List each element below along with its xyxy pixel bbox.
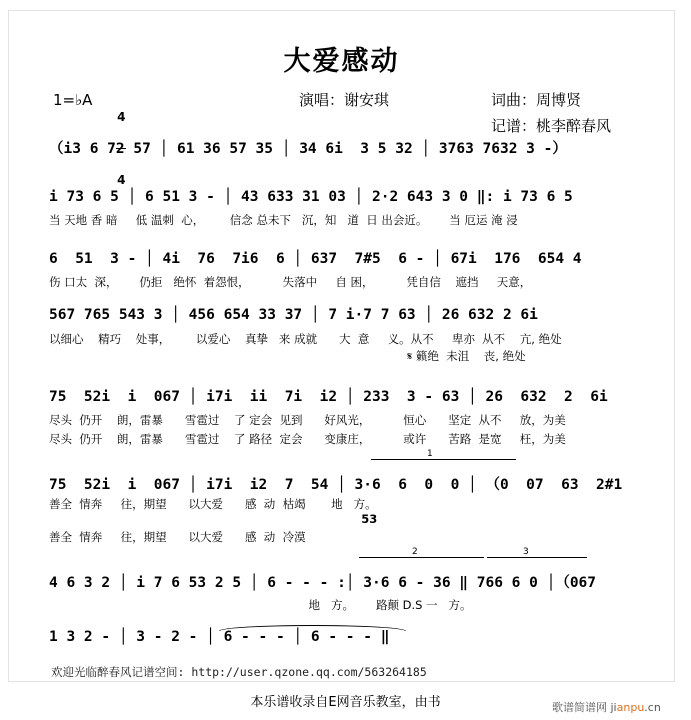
- score-row-notes: i 73 6 5 │ 6 51 3 - │ 43 633 31 03 │ 2·2 643 3 0 ‖: i 73 6 5: [49, 189, 573, 205]
- volta-number: 2: [412, 547, 418, 557]
- transcriber-credit: 记谱：桃李醉春风: [491, 117, 612, 135]
- lyric-line: 地 方。 路颠 D.S 一 方。: [49, 598, 472, 612]
- lyric-line: 当 天地 香 暗 低 温刺 心， 信念 总未下 沉，知 道 日 出会近。 当 厄运 淹 浸: [49, 213, 518, 227]
- time-signature-bottom: 4: [117, 173, 126, 187]
- composer-credit: 词曲：周博贤: [491, 91, 582, 109]
- watermark-url-prefix: ji: [610, 701, 617, 714]
- song-title: 大爱感动: [283, 46, 400, 77]
- lyric-line: 善全 情奔 往，期望 以大爱 感 动 枯竭 地 方。: [49, 497, 377, 511]
- score-row-notes: 75 52i i 067 │ i7i i2 7 54 │ 3·6 6 0 0 │ （0 07 63 2#1: [49, 477, 623, 493]
- footer-note: 欢迎光临醉春风记谱空间: http://user.qzone.qq.com/563264185: [51, 665, 427, 679]
- watermark-url-suffix: .cn: [644, 701, 661, 714]
- volta-bracket-line: [371, 459, 516, 460]
- source-caption: 本乐谱收录自E网音乐教室，由书: [250, 695, 441, 710]
- score-row-notes: 75 52i i 067 │ i7i ii 7i i2 │ 233 3 - 63 │ 26 632 2 6i: [49, 389, 608, 405]
- lyric-line: 尽头 仍开 朗，雷暴 雪雹过 了 定会 见到 好风光， 恒心 坚定 从不 放，为美: [49, 413, 566, 427]
- score-row-notes: 6 51 3 - │ 4i 76 7i6 6 │ 637 7#5 6 - │ 67i 176 654 4: [49, 251, 582, 267]
- watermark-url-mid: anpu: [616, 701, 645, 714]
- key-signature: 1=♭A: [53, 91, 93, 109]
- score-row-notes: 1 3 2 - │ 3 - 2 - │ 6 - - - │ 6 - - - ‖: [49, 629, 390, 645]
- volta-bracket-line: [487, 557, 587, 558]
- singer-credit: 演唱：谢安琪: [299, 91, 390, 109]
- score-page: [8, 10, 675, 682]
- watermark-site: 歌谱简谱网: [552, 701, 607, 714]
- lyric-line: 尽头 仍开 朗，雷暴 雪雹过 了 路径 定会 变康庄， 或许 苦路 是宽 枉，为美: [49, 432, 566, 446]
- lyric-line: 53: [49, 512, 378, 526]
- volta-bracket-line: [359, 557, 484, 558]
- time-signature-top: 4: [117, 110, 126, 124]
- volta-number: 3: [523, 547, 529, 557]
- score-row-notes: 567 765 543 3 │ 456 654 33 37 │ 7 i·7 7 63 │ 26 632 2 6i: [49, 307, 538, 323]
- lyric-line: 以细心 精巧 处事， 以爱心 真挚 来 成就 大 意 义。从不 卑亦 从不 亢, 绝处: [49, 332, 562, 346]
- lyric-line: 𝄋 籁绝 未沮 丧, 绝处: [49, 349, 526, 363]
- score-row-notes: 4 6 3 2 │ i 7 6 53 2 5 │ 6 - - - :│ 3·6 6 - 36 ‖ 766 6 0 │（067: [49, 575, 597, 591]
- volta-number: 1: [427, 449, 433, 459]
- score-row-notes: （i3 6 72 57 │ 61 36 57 35 │ 34 6i 3 5 32 │ 3763 7632 3 -）: [49, 141, 567, 157]
- watermark: [552, 699, 661, 715]
- lyric-line: 伤 口太 深， 仍拒 绝怀 着怨恨， 失落中 自 困， 凭自信 遮挡 天意，: [49, 275, 532, 289]
- lyric-line: 善全 情奔 往，期望 以大爱 感 动 冷漠: [49, 530, 306, 544]
